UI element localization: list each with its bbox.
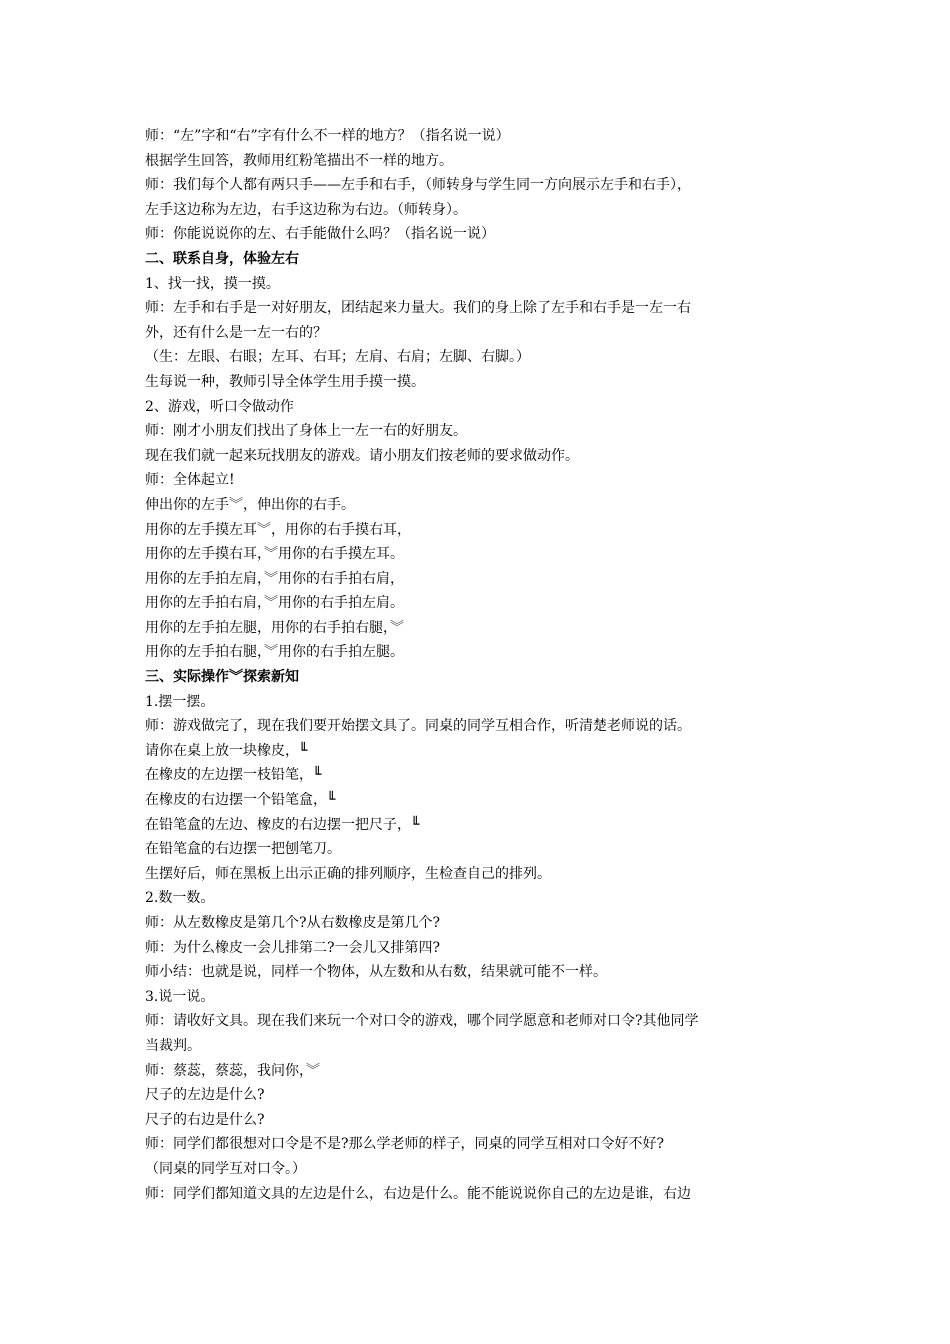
text-line: 当裁判。 [145, 1037, 201, 1054]
text-line: 用你的左手拍左肩，︾用你的右手拍右肩， [145, 570, 404, 587]
text-line: 外，还有什么是一左一右的？ [145, 324, 327, 341]
text-line: 生摆好后，师在黑板上出示正确的排列顺序，生检查自己的排列。 [145, 865, 551, 882]
text-line: 请你在桌上放一块橡皮，╙ [145, 742, 308, 759]
text-line: 1.摆一摆。 [145, 693, 215, 710]
text-line: 师：“左”字和“右”字有什么不一样的地方？（指名说一说） [145, 128, 510, 144]
text-line: 用你的左手拍右腿，︾用你的右手拍左腿。 [145, 644, 404, 661]
text-line: 师：为什么橡皮一会儿排第二?一会儿又排第四? [145, 939, 441, 956]
text-line: 师：刚才小朋友们找出了身体上一左一右的好朋友。 [145, 423, 467, 440]
text-line: （同桌的同学互对口令。） [145, 1160, 306, 1177]
text-line: （生：左眼、右眼；左耳、右耳；左肩、右肩；左脚、右脚。） [145, 349, 530, 366]
text-line: 师：游戏做完了，现在我们要开始摆文具了。同桌的同学互相合作，听清楚老师说的话。 [145, 718, 691, 735]
text-line: 师：从左数橡皮是第几个?从右数橡皮是第几个? [145, 915, 441, 931]
text-line: 在橡皮的左边摆一枝铅笔，╙ [145, 767, 322, 784]
text-line: 用你的左手拍左腿，用你的右手拍右腿，︾ [145, 619, 404, 636]
text-line: 生每说一种，教师引导全体学生用手摸一摸。 [145, 373, 425, 390]
text-line: 在铅笔盒的右边摆一把刨笔刀。 [145, 841, 341, 858]
text-line: 2、游戏，听口令做动作 [145, 398, 294, 415]
text-line: 3.说一说。 [145, 988, 215, 1005]
text-line: 2.数一数。 [145, 890, 215, 907]
text-line: 师：左手和右手是一对好朋友，团结起来力量大。我们的身上除了左手和右手是一左一右 [145, 300, 691, 317]
text-line: 师：全体起立! [145, 472, 235, 489]
text-line: 师：蔡蕊，蔡蕊，我问你，︾ [145, 1062, 320, 1079]
text-line: 师：你能说说你的左、右手能做什么吗？（指名说一说） [145, 226, 495, 243]
text-line: 师：请收好文具。现在我们来玩一个对口令的游戏，哪个同学愿意和老师对口令?其他同学 [145, 1013, 699, 1030]
text-line: 用你的左手拍右肩，︾用你的右手拍左肩。 [145, 595, 404, 612]
text-line: 根据学生回答，教师用红粉笔描出不一样的地方。 [145, 152, 453, 169]
text-line: 在橡皮的右边摆一个铅笔盒，╙ [145, 792, 336, 809]
text-line: 师：同学们都很想对口令是不是?那么学老师的样子，同桌的同学互相对口令好不好? [145, 1136, 665, 1153]
text-line: 用你的左手摸左耳︾，用你的右手摸右耳， [145, 521, 411, 538]
document-page [145, 124, 835, 1206]
text-line: 左手这边称为左边，右手这边称为右边。（师转身）。 [145, 201, 467, 218]
text-line: 尺子的左边是什么? [145, 1087, 265, 1104]
section-heading: 二、联系自身，体验左右 [145, 250, 299, 267]
section-heading: 三、实际操作︾探索新知 [145, 669, 299, 686]
text-line: 用你的左手摸右耳，︾用你的右手摸左耳。 [145, 546, 404, 563]
text-line: 师小结：也就是说，同样一个物体，从左数和从右数，结果就可能不一样。 [145, 964, 607, 981]
text-line: 1、找一找，摸一摸。 [145, 275, 280, 292]
text-line: 师：我们每个人都有两只手——左手和右手，（师转身与学生同一方向展示左手和右手）， [145, 177, 691, 194]
text-line: 伸出你的左手︾，伸出你的右手。 [145, 496, 355, 513]
text-line: 师：同学们都知道文具的左边是什么，右边是什么。能不能说说你自己的左边是谁，右边 [145, 1185, 691, 1202]
text-line: 在铅笔盒的左边、橡皮的右边摆一把尺子，╙ [145, 816, 420, 833]
text-line: 现在我们就一起来玩找朋友的游戏。请小朋友们按老师的要求做动作。 [145, 447, 579, 464]
text-line: 尺子的右边是什么? [145, 1111, 265, 1128]
